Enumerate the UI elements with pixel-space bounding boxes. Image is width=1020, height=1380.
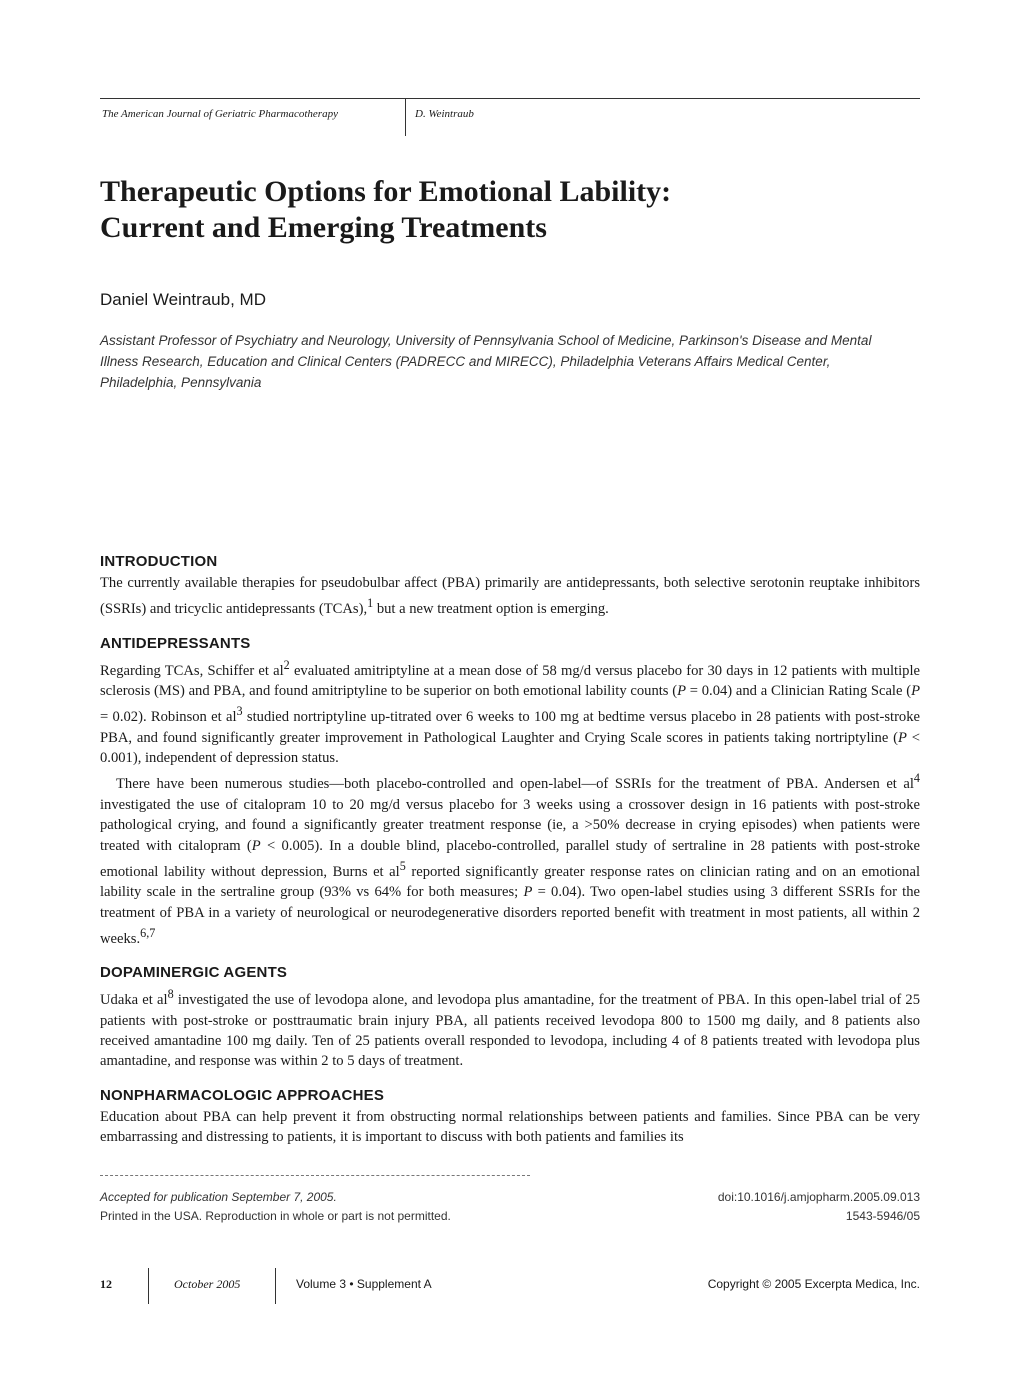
section-antidepressants <box>100 634 920 950</box>
doi: doi:10.1016/j.amjopharm.2005.09.013 <box>717 1190 920 1204</box>
running-header <box>100 98 920 138</box>
p-value-symbol: P <box>251 837 261 854</box>
author-name: Daniel Weintraub, MD <box>100 290 266 309</box>
page-number: 12 <box>100 1277 112 1291</box>
section-dopaminergic <box>100 963 920 1071</box>
page-footer <box>100 1268 920 1308</box>
footnote-identifiers <box>640 1188 920 1226</box>
volume-info: Volume 3 • Supplement A <box>296 1277 432 1291</box>
p-value-symbol: P <box>898 729 907 746</box>
section-heading: ANTIDEPRESSANTS <box>100 634 251 652</box>
reference-marker: 1 <box>367 596 374 611</box>
accepted-date: Accepted for publication September 7, 2005. <box>100 1190 337 1204</box>
paragraph <box>100 984 920 1071</box>
paragraph: Education about PBA can help prevent it from obstructing normal relationships between patients and families. Since PBA can be very embarrassing and distressing to patients, it is important to discuss with both patients and families its <box>100 1108 920 1146</box>
paragraph <box>100 573 920 620</box>
text-run: Regarding TCAs, Schiffer et al <box>100 662 284 679</box>
issn: 1543-5946/05 <box>845 1209 920 1223</box>
article-body <box>100 552 920 1162</box>
header-divider <box>405 98 406 136</box>
section-heading: DOPAMINERGIC AGENTS <box>100 964 288 982</box>
text-run: = 0.04) and a Clinician Rating Scale ( <box>686 682 912 699</box>
author-affiliation: Assistant Professor of Psychiatry and Neurology, University of Pennsylvania School of Medicine, Parkinson's Disease and Mental Illness Research, Education and Clinical Centers (PADRECC and MIRECC), Philadelphia Veterans Affairs Medical Center, Philadelphia, Pennsylvania <box>100 333 872 390</box>
paragraph <box>100 768 920 949</box>
printed-notice: Printed in the USA. Reproduction in whole or part is not permitted. <box>100 1209 451 1223</box>
p-value-symbol: P <box>677 682 687 699</box>
text-run: studied nortriptyline up-titrated over 6 weeks to 100 mg at bedtime versus placebo in 28 patients with post-stroke PBA, and found significantly greater improvement in Pathological Laughter and Crying Scale scores in patients taking nortriptyline ( <box>100 709 920 746</box>
text-run: evaluated amitriptyline at a mean dose of 58 mg/d versus placebo for 30 days in 12 patients with multiple sclerosis (MS) and PBA, and found amitriptyline to be superior on both emotional lability counts ( <box>100 662 920 699</box>
p-value-symbol: P <box>523 884 533 901</box>
reference-marker: 3 <box>236 704 243 719</box>
issue-date: October 2005 <box>174 1277 241 1291</box>
header-rule <box>100 98 920 99</box>
text-run: investigated the use of citalopram 10 to 20 mg/d versus placebo for 3 weeks using a crossover design in 16 patients with post-stroke pathological crying, and found a significantly greater treatment response (ie, a >50% decrease in crying episodes) when patients were treated with citalopram ( <box>100 796 920 854</box>
title-line-1: Therapeutic Options for Emotional Lability: <box>100 175 672 208</box>
section-nonpharmacologic <box>100 1086 920 1148</box>
text-run: investigated the use of levodopa alone, and levodopa plus amantadine, for the treatment of PBA. In this open-label trial of 25 patients with post-stroke or posttraumatic brain injury PBA, all patients received levodopa 800 to 1500 mg daily, and 8 patients also received amantadine 100 mg daily. Ten of 25 patients overall responded to levodopa, including 4 of 8 patients treated with levodopa plus amantadine, and response was within 2 to 5 days of treatment. <box>100 992 920 1070</box>
running-author: D. Weintraub <box>415 108 474 120</box>
footer-divider <box>275 1268 276 1304</box>
footer-divider <box>148 1268 149 1304</box>
article-title <box>100 174 920 246</box>
footnote-rule <box>100 1175 530 1176</box>
text-run: The currently available therapies for pseudobulbar affect (PBA) primarily are antidepressants, both selective serotonin reuptake inhibitors (SSRIs) and tricyclic antidepressants (TCAs), <box>100 575 920 618</box>
journal-name: The American Journal of Geriatric Pharmacotherapy <box>102 108 338 120</box>
reference-marker: 6,7 <box>140 925 156 940</box>
section-introduction <box>100 552 920 620</box>
text-run: = 0.02). Robinson et al <box>100 709 237 726</box>
text-run: but a new treatment option is emerging. <box>373 601 609 618</box>
paragraph <box>100 655 920 769</box>
text-run: Udaka et al <box>100 992 168 1009</box>
footnote-publication <box>100 1188 451 1226</box>
p-value-symbol: P <box>911 682 920 699</box>
reference-marker: 4 <box>913 771 920 786</box>
text-run: reported significantly greater response rates on clinician rating and on an emotional lability scale in the sertraline group (93% vs 64% for both measures; <box>100 863 920 901</box>
section-heading: NONPHARMACOLOGIC APPROACHES <box>100 1086 385 1104</box>
text-run: = 0.04). Two open-label studies using 3 different SSRIs for the treatment of PBA in a variety of neurological or neurodegenerative disorders reported benefit with treatment in most patients, all within 2 weeks. <box>100 884 920 947</box>
reference-marker: 2 <box>283 657 290 672</box>
text-run: < 0.005). In a double blind, placebo-controlled, parallel study of sertraline in 28 patients with post-stroke emotional lability without depression, Burns et al <box>100 837 920 880</box>
reference-marker: 8 <box>167 987 174 1002</box>
title-line-2: Current and Emerging Treatments <box>100 211 547 244</box>
reference-marker: 5 <box>399 858 406 873</box>
section-heading: INTRODUCTION <box>100 553 218 570</box>
text-run: < 0.001), independent of depression status. <box>100 729 920 767</box>
copyright: Copyright © 2005 Excerpta Medica, Inc. <box>707 1277 920 1291</box>
text-run: There have been numerous studies—both placebo-controlled and open-label—of SSRIs for the treatment of PBA. Andersen et al <box>116 776 914 793</box>
